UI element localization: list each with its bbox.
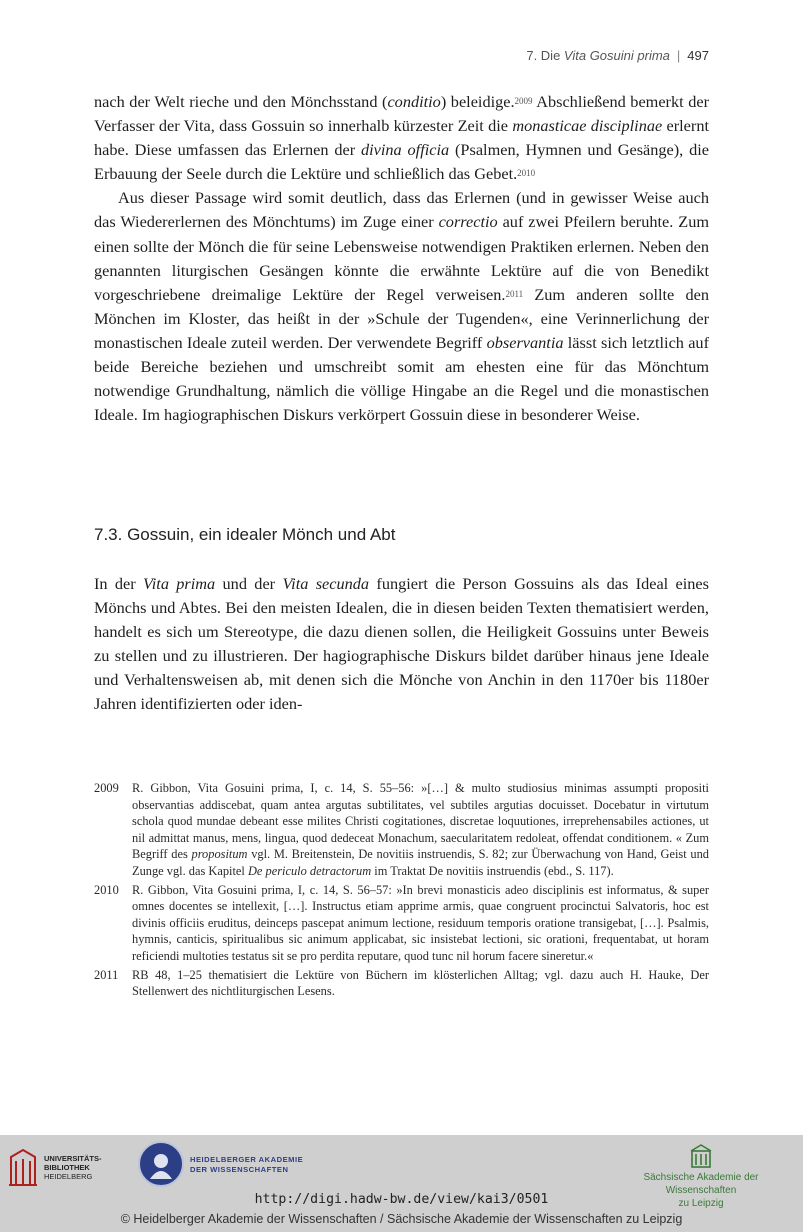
ub-logo-text: UNIVERSITÄTS- BIBLIOTHEK HEIDELBERG — [44, 1154, 102, 1181]
paragraph: Aus dieser Passage wird somit deutlich, dass das Erlernen (und in gewisser Weise auch das Wiedererlernen des Mönchtums) im Zuge einer correctio auf zwei Pfeilern beruhte. Zum einen sollte der Mönch die für seine Lebensweise notwendigen Praktiken erlernen. Neben den genannten liturgischen Gesängen könnte die erwähnte Lektüre auf die von Benedikt vorgeschriebene dreimalige Lektüre der Regel verweisen.$^{2011}$ Zum anderen sollte den Mönchen im Kloster, das heißt in der »Schule der Tugenden«, eine Verinnerlichung der monastischen Ideale zuteil werden. Der verwendete Begriff observantia lässt sich letztlich auf beide Bereiche beziehen und umschreibt somit am ehesten eine für das Mönchtum notwendige Grundhaltung, nämlich die völlige Hingabe an die Regel und die monastischen Ideale. Im hagiographischen Diskurs verkörpert Gossuin diese in besonderer Weise. — [94, 188, 709, 425]
academy-building-icon — [690, 1143, 712, 1169]
section-heading: 7.3. Gossuin, ein idealer Mönch und Abt — [94, 525, 396, 544]
chapter-title-italic: Vita Gosuini prima — [563, 48, 670, 63]
hadw-seal-icon — [138, 1141, 184, 1187]
saxon-academy-text: Sächsische Akademie der Wissenschaften zu Leipzig — [643, 1172, 759, 1209]
footnote-ref[interactable]: 2009 — [514, 96, 533, 106]
permalink-url[interactable]: http://digi.hadw-bw.de/view/kai3/0501 — [254, 1192, 549, 1207]
copyright-notice: © Heidelberger Akademie der Wissenschaften / Sächsische Akademie der Wissenschaften zu Leipzig — [120, 1212, 683, 1226]
body-text-section — [94, 572, 709, 717]
footnote-text: R. Gibbon, Vita Gosuini prima, I, c. 14, S. 55–56: »[…] & multo studiosius minimas assumpti propositi observantias addiscebat, quam antea argutas subtilitates, vel subtiles argutias docuisset. Docebatur in virtutum schola quod mundae debeant esse milites Christi cogitationes, discretae loquutiones, irreprehensabiles actiones, ut nil admittat manus, mens, lingua, quod dedeceat Monachum, saecularitatem redoleat, offendat conditionem. « Zum Begriff des propositum vgl. M. Breitenstein, De novitiis instruendis, S. 82; zur Überwachung von Hand, Geist und Zunge vgl. das Kapitel De periculo detractorum im Traktat De novitiis instruendis (ebd., S. 117). — [132, 781, 709, 878]
hadw-logo[interactable] — [138, 1141, 338, 1191]
footnote-number: 2010 — [94, 882, 119, 897]
footnote — [94, 780, 709, 880]
chapter-label: 7. Die — [526, 48, 564, 63]
paragraph: In der Vita prima und der Vita secunda fungiert die Person Gossuins als das Ideal eines Mönchs und Abtes. Bei den meisten Idealen, die in diesen beiden Texten thematisiert werden, handelt es sich um Stereotype, die dazu dienen sollen, die Heiligkeit Gossuins unter Beweis zu stellen und zu illustrieren. Der hagiographische Diskurs bildet darüber hinaus jene Ideale und Verhaltensweisen ab, mit denen sich die Mönche von Anchin in den 1170er bis 1180er Jahren identifizierten oder iden- — [94, 574, 709, 714]
ub-heidelberg-logo[interactable] — [8, 1143, 138, 1193]
hadw-logo-text: HEIDELBERGER AKADEMIE DER WISSENSCHAFTEN — [190, 1155, 304, 1174]
footnote-number: 2009 — [94, 781, 119, 795]
footnotes — [94, 780, 709, 1002]
page-number: 497 — [687, 48, 709, 63]
header-separator: | — [676, 48, 681, 63]
footnote — [94, 967, 709, 1000]
footnote-ref[interactable]: 2010 — [517, 168, 536, 179]
ub-building-icon — [8, 1147, 38, 1187]
running-head — [526, 48, 709, 63]
footnote-text: RB 48, 1–25 thematisiert die Lektüre von Büchern im klösterlichen Alltag; vgl. dazu auch H. Hauke, Der Stellenwert des nichtliturgischen Lesens. — [132, 967, 709, 999]
paragraph: nach der Welt rieche und den Mönchsstand (conditio) beleidige.$^{2009}$ Abschließend bemerkt der Verfasser der Vita, dass Gossuin so innerhalb kürzester Zeit die monasticae disciplinae erlernt habe. Diese umfassen das Erlernen der divina officia (Psalmen, Hymnen und Gesänge), die Erbauung der Seele durch die Lektüre und schließlich das Gebet.$^{2010}$ — [94, 92, 709, 184]
footnote — [94, 882, 709, 965]
footnote-number: 2011 — [94, 967, 119, 982]
footnote-text: R. Gibbon, Vita Gosuini prima, I, c. 14, S. 56–57: »In brevi monasticis adeo disciplinis est informatus, & super omnes docentes se intellexit, […]. Instructus etiam apprime armis, quae congruent procinctui Salvatoris, hoc est divinis officiis eruditus, deinceps pascepat animum lectione, residuum temporis oratione transigebat, […]. Psalmis, hymnis, canticis, spiritualibus sic animum applicabat, sic insistebat lectioni, sic orationi, frequentabat, ut horam reficiendi multoties testatus sit se pro perdita reputare, quod tunc nil horum facere sineretur.« — [132, 882, 709, 963]
footnote-ref[interactable]: 2011 — [505, 288, 524, 299]
body-text-top — [94, 90, 709, 427]
